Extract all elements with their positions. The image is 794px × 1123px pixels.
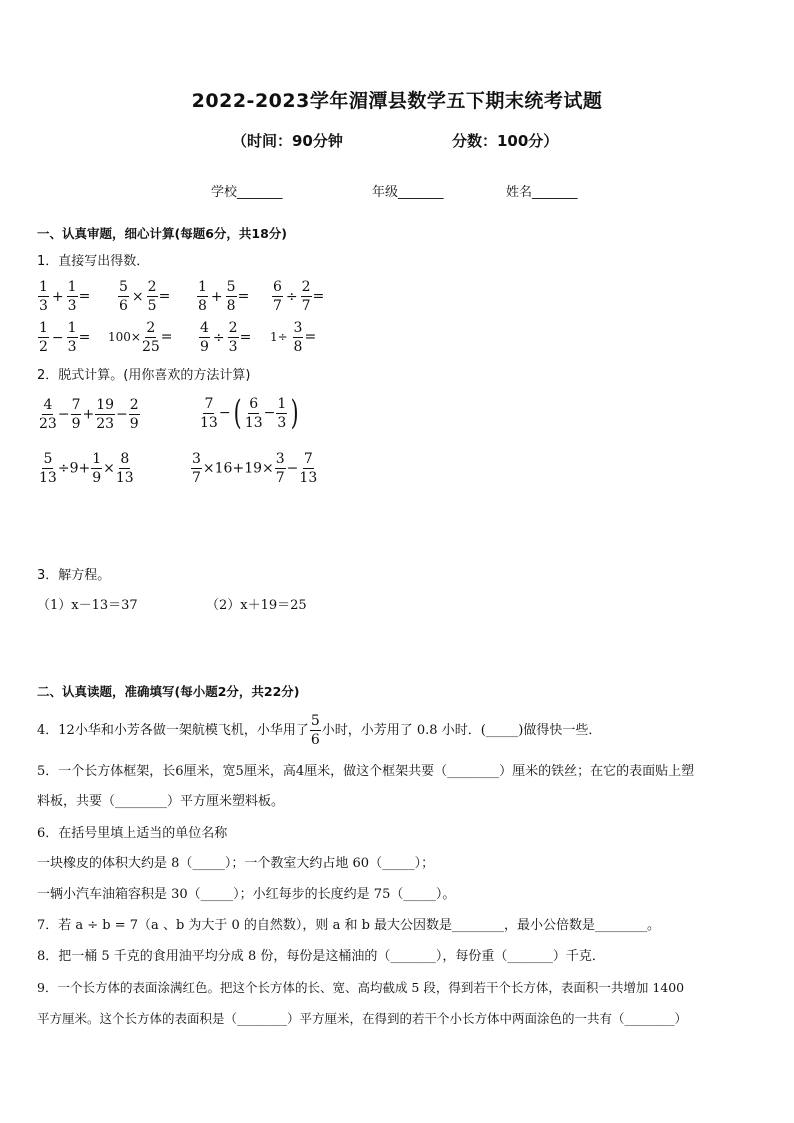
- q2-expression-1: $\frac{4}{23}$ − $\frac{7}{9}$ + $\frac{19}{23}$ − $\frac{2}{9}$: [39, 397, 139, 432]
- question-8: 8．把一桶 5 千克的食用油平均分成 8 份，每份是这桶油的（_______），每份重（_______）千克．: [37, 949, 605, 964]
- question-4: 4．12小华和小芳各做一架航模飞机，小华用了 $\frac{5}{6}$ 小时，小芳用了 0.8 小时．(_____)做得快一些．: [37, 713, 602, 748]
- section2-heading: 二、认真读题，准确填写(每小题2分，共22分): [37, 684, 300, 699]
- score-label: 分数：100分）: [452, 132, 559, 150]
- section1-heading: 一、认真审题，细心计算(每题6分，共18分): [37, 226, 288, 241]
- q2-expression-4: $\frac{3}{7}$ ×16+19× $\frac{3}{7}$ − $\frac{7}{13}$: [192, 451, 318, 486]
- q1-item: 1÷ $\frac{3}{8}$ =: [270, 320, 317, 355]
- question-6-label: 6．在括号里填上适当的单位名称: [37, 826, 228, 841]
- q1-label: 1．直接写出得数．: [37, 254, 150, 269]
- q1-item: $\frac{6}{7}$ ÷ $\frac{2}{7}$ =: [273, 279, 325, 314]
- q1-item: $\frac{1}{2}$ − $\frac{1}{3}$ =: [39, 320, 91, 355]
- grade-field[interactable]: 年级_______: [372, 185, 444, 200]
- question-9-line-2: 平方厘米。这个长方体的表面积是（________）平方厘米，在得到的若干个小长方体中两面涂色的一共有（________）: [37, 1011, 688, 1026]
- q1-item: $\frac{1}{3}$ + $\frac{1}{3}$ =: [39, 279, 91, 314]
- exam-title: 2022-2023学年湄潭县数学五下期末统考试题: [191, 90, 603, 112]
- school-field[interactable]: 学校_______: [211, 185, 283, 200]
- q2-expression-2: $\frac{7}{13}$ −( $\frac{6}{13}$ − $\frac{1}{3}$ ): [200, 393, 299, 433]
- question-5-line-2: 料板，共要（________）平方厘米塑料板。: [37, 794, 285, 809]
- q3-equation-2: （2）x＋19＝25: [206, 598, 307, 613]
- question-5-line-1: 5．一个长方体框架，长6厘米，宽5厘米，高4厘米，做这个框架共要（________）厘米的铁丝；在它的表面贴上塑: [37, 764, 695, 779]
- q2-label: 2．脱式计算。(用你喜欢的方法计算): [37, 368, 251, 383]
- q1-item: $\frac{1}{8}$ + $\frac{5}{8}$ =: [198, 279, 250, 314]
- q2-expression-3: $\frac{5}{13}$ ÷9+ $\frac{1}{9}$ × $\frac{8}{13}$: [39, 451, 134, 486]
- q3-equation-1: （1）x－13＝37: [37, 598, 138, 613]
- time-label: （时间：90分钟: [232, 132, 343, 150]
- question-7: 7．若 a ÷ b = 7（a 、b 为大于 0 的自然数），则 a 和 b 最大公因数是________，最小公倍数是________。: [37, 918, 661, 933]
- question-6-line-2: 一辆小汽车油箱容积是 30（_____）；小红每步的长度约是 75（_____）。: [37, 887, 456, 902]
- q1-item: $\frac{5}{6}$ × $\frac{2}{5}$ =: [119, 279, 171, 314]
- q3-label: 3．解方程。: [37, 568, 111, 583]
- question-9-line-1: 9．一个长方体的表面涂满红色。把这个长方体的长、宽、高均截成 5 段，得到若干个长方体，表面积一共增加 1400: [37, 980, 685, 995]
- question-6-line-1: 一块橡皮的体积大约是 8（_____）；一个教室大约占地 60（_____）；: [37, 856, 435, 871]
- q1-item: 100× $\frac{2}{25}$ =: [108, 320, 173, 355]
- name-field[interactable]: 姓名_______: [506, 185, 578, 200]
- q1-item: $\frac{4}{9}$ ÷ $\frac{2}{3}$ =: [200, 320, 252, 355]
